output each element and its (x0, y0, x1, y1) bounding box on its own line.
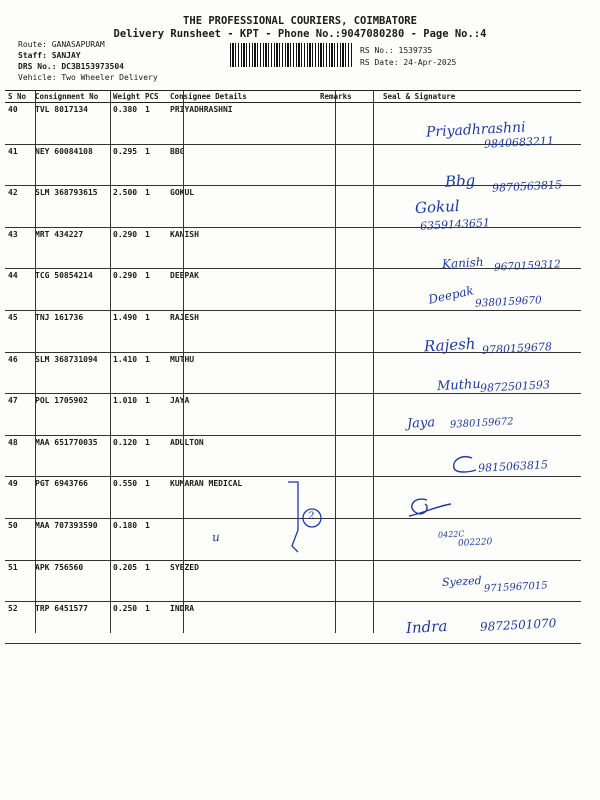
cell-consignment: TRP 6451577 (32, 602, 110, 644)
cell-sno: 45 (5, 310, 32, 352)
cell-sno: 51 (5, 560, 32, 602)
signature-rajesh: Rajesh (423, 334, 476, 356)
column-divider (335, 91, 336, 633)
cell-weight: 0.290 (110, 227, 142, 269)
cell-weight: 2.500 (110, 186, 142, 228)
cell-consignee: RAJESH (167, 310, 317, 352)
cell-consignment: TVL 8017134 (32, 103, 110, 145)
table-row (5, 394, 581, 436)
signature-phone: 9870563815 (491, 178, 563, 195)
cell-consignee: KUMARAN MEDICAL (167, 477, 317, 519)
signature-priyadhrashni: Priyadhrashni (425, 119, 526, 141)
cell-remarks (317, 269, 357, 311)
column-divider (110, 91, 111, 633)
cell-pcs: 1 (142, 269, 167, 311)
cell-consignee: SYEZED (167, 560, 317, 602)
cell-consignment: SLM 368731094 (32, 352, 110, 394)
cell-pcs: 1 (142, 435, 167, 477)
cell-consignment: SLM 368793615 (32, 186, 110, 228)
cell-consignment: NEY 60084108 (32, 144, 110, 186)
cell-sno: 43 (5, 227, 32, 269)
signature-phone: 6359143651 (419, 216, 491, 233)
signature-phone: 9840683211 (483, 134, 555, 151)
signature-phone: 9715967015 (483, 580, 548, 595)
cell-pcs: 1 (142, 144, 167, 186)
cell-pcs: 1 (142, 310, 167, 352)
col-seal-signature: Seal & Signature (357, 91, 581, 103)
col-consignee: Consignee Details (167, 91, 317, 103)
cell-remarks (317, 435, 357, 477)
runsheet-table (5, 90, 581, 644)
signature-kanish: Kanish (441, 254, 484, 272)
runsheet-subtitle: Delivery Runsheet - KPT - Phone No.:9047080280 - Page No.:4 (113, 28, 487, 40)
cell-pcs: 1 (142, 518, 167, 560)
handwritten-mark: u (211, 529, 221, 545)
cell-sno: 48 (5, 435, 32, 477)
cell-consignment: MAA 707393590 (32, 518, 110, 560)
cell-weight: 0.290 (110, 269, 142, 311)
route-label: Route: GANASAPURAM (18, 40, 105, 49)
cell-remarks (317, 352, 357, 394)
table-header (5, 91, 581, 103)
cell-consignment: MRT 434227 (32, 227, 110, 269)
cell-weight: 0.120 (110, 435, 142, 477)
cell-remarks (317, 602, 357, 644)
col-sno: S No (5, 91, 32, 103)
table-row (5, 144, 581, 186)
cell-consignment: MAA 651770035 (32, 435, 110, 477)
cell-sno: 47 (5, 394, 32, 436)
cell-consignee: JAYA (167, 394, 317, 436)
cell-pcs: 1 (142, 477, 167, 519)
cell-remarks (317, 186, 357, 228)
cell-consignment: TNJ 161736 (32, 310, 110, 352)
signature-jaya: Jaya (406, 415, 436, 432)
cell-consignment: APK 756560 (32, 560, 110, 602)
cell-pcs: 1 (142, 602, 167, 644)
signature-muthu: Muthu (436, 376, 482, 395)
col-weight: Weight (110, 91, 142, 103)
signature-kumaran-scribble (405, 494, 455, 524)
cell-sno: 40 (5, 103, 32, 145)
signature-indra: Indra (405, 616, 448, 638)
staff-label: Staff: SANJAY (18, 51, 81, 60)
cell-pcs: 1 (142, 186, 167, 228)
rs-number: RS No.: 1539735 (360, 46, 433, 55)
cell-consignee: DEEPAK (167, 269, 317, 311)
signature-bbg: Bbg (444, 171, 476, 191)
cell-weight: 0.250 (110, 602, 142, 644)
cell-consignee: GOKUL (167, 186, 317, 228)
signature-phone: 9815063815 (477, 458, 549, 475)
circled-number: 2 (308, 511, 315, 522)
cell-consignment: TCG 50854214 (32, 269, 110, 311)
column-divider (35, 91, 36, 633)
cell-remarks (317, 103, 357, 145)
vehicle-label: Vehicle: Two Wheeler Delivery (18, 73, 158, 82)
cell-remarks (317, 227, 357, 269)
signature-gokul: Gokul (414, 196, 461, 218)
cell-weight: 1.410 (110, 352, 142, 394)
signature-syezed: Syezed (441, 573, 482, 590)
column-divider (373, 91, 374, 633)
cell-remarks (317, 560, 357, 602)
signature-phone: 002220 (457, 537, 493, 549)
signature-phone: 9780159678 (481, 340, 553, 357)
barcode (230, 43, 352, 67)
cell-sno: 41 (5, 144, 32, 186)
col-remarks: Remarks (317, 91, 357, 103)
cell-consignment: POL 1705902 (32, 394, 110, 436)
signature-phone: 9872501593 (479, 378, 551, 395)
cell-consignee: KANISH (167, 227, 317, 269)
consignee-bracket-mark (280, 480, 330, 556)
table-row (5, 560, 581, 602)
cell-sno: 44 (5, 269, 32, 311)
cell-pcs: 1 (142, 560, 167, 602)
signature-phone: 9380159670 (474, 294, 543, 310)
cell-remarks (317, 394, 357, 436)
cell-sno: 49 (5, 477, 32, 519)
cell-remarks (317, 310, 357, 352)
signature-deepak: Deepak (427, 283, 475, 307)
cell-weight: 0.380 (110, 103, 142, 145)
signature-code: 0422C (437, 529, 465, 540)
cell-consignment: PGT 6943766 (32, 477, 110, 519)
signature-adulton-scribble (448, 454, 478, 476)
signature-phone: 9872501070 (479, 616, 557, 634)
company-title: THE PROFESSIONAL COURIERS, COIMBATORE (183, 15, 417, 27)
cell-weight: 1.010 (110, 394, 142, 436)
cell-sno: 52 (5, 602, 32, 644)
cell-consignee: MUTHU (167, 352, 317, 394)
cell-consignee: ADULTON (167, 435, 317, 477)
cell-sno: 42 (5, 186, 32, 228)
signature-phone: 9380159672 (449, 416, 514, 431)
cell-sno: 50 (5, 518, 32, 560)
cell-pcs: 1 (142, 352, 167, 394)
cell-consignee: PRIYADHRASHNI (167, 103, 317, 145)
cell-pcs: 1 (142, 227, 167, 269)
cell-pcs: 1 (142, 103, 167, 145)
column-divider (183, 91, 184, 633)
cell-remarks (317, 144, 357, 186)
rs-date: RS Date: 24-Apr-2025 (360, 58, 457, 67)
cell-sno: 46 (5, 352, 32, 394)
cell-weight: 0.295 (110, 144, 142, 186)
cell-weight: 1.490 (110, 310, 142, 352)
cell-weight: 0.550 (110, 477, 142, 519)
cell-weight: 0.205 (110, 560, 142, 602)
drs-number: DRS No.: DC3B153973504 (18, 62, 124, 71)
col-consignment: Consignment No (32, 91, 110, 103)
cell-pcs: 1 (142, 394, 167, 436)
cell-consignee: INDRA (167, 602, 317, 644)
col-pcs: PCS (142, 91, 167, 103)
cell-consignee: BBG (167, 144, 317, 186)
cell-signature (357, 477, 581, 519)
signature-phone: 9670159312 (493, 258, 562, 274)
cell-weight: 0.180 (110, 518, 142, 560)
